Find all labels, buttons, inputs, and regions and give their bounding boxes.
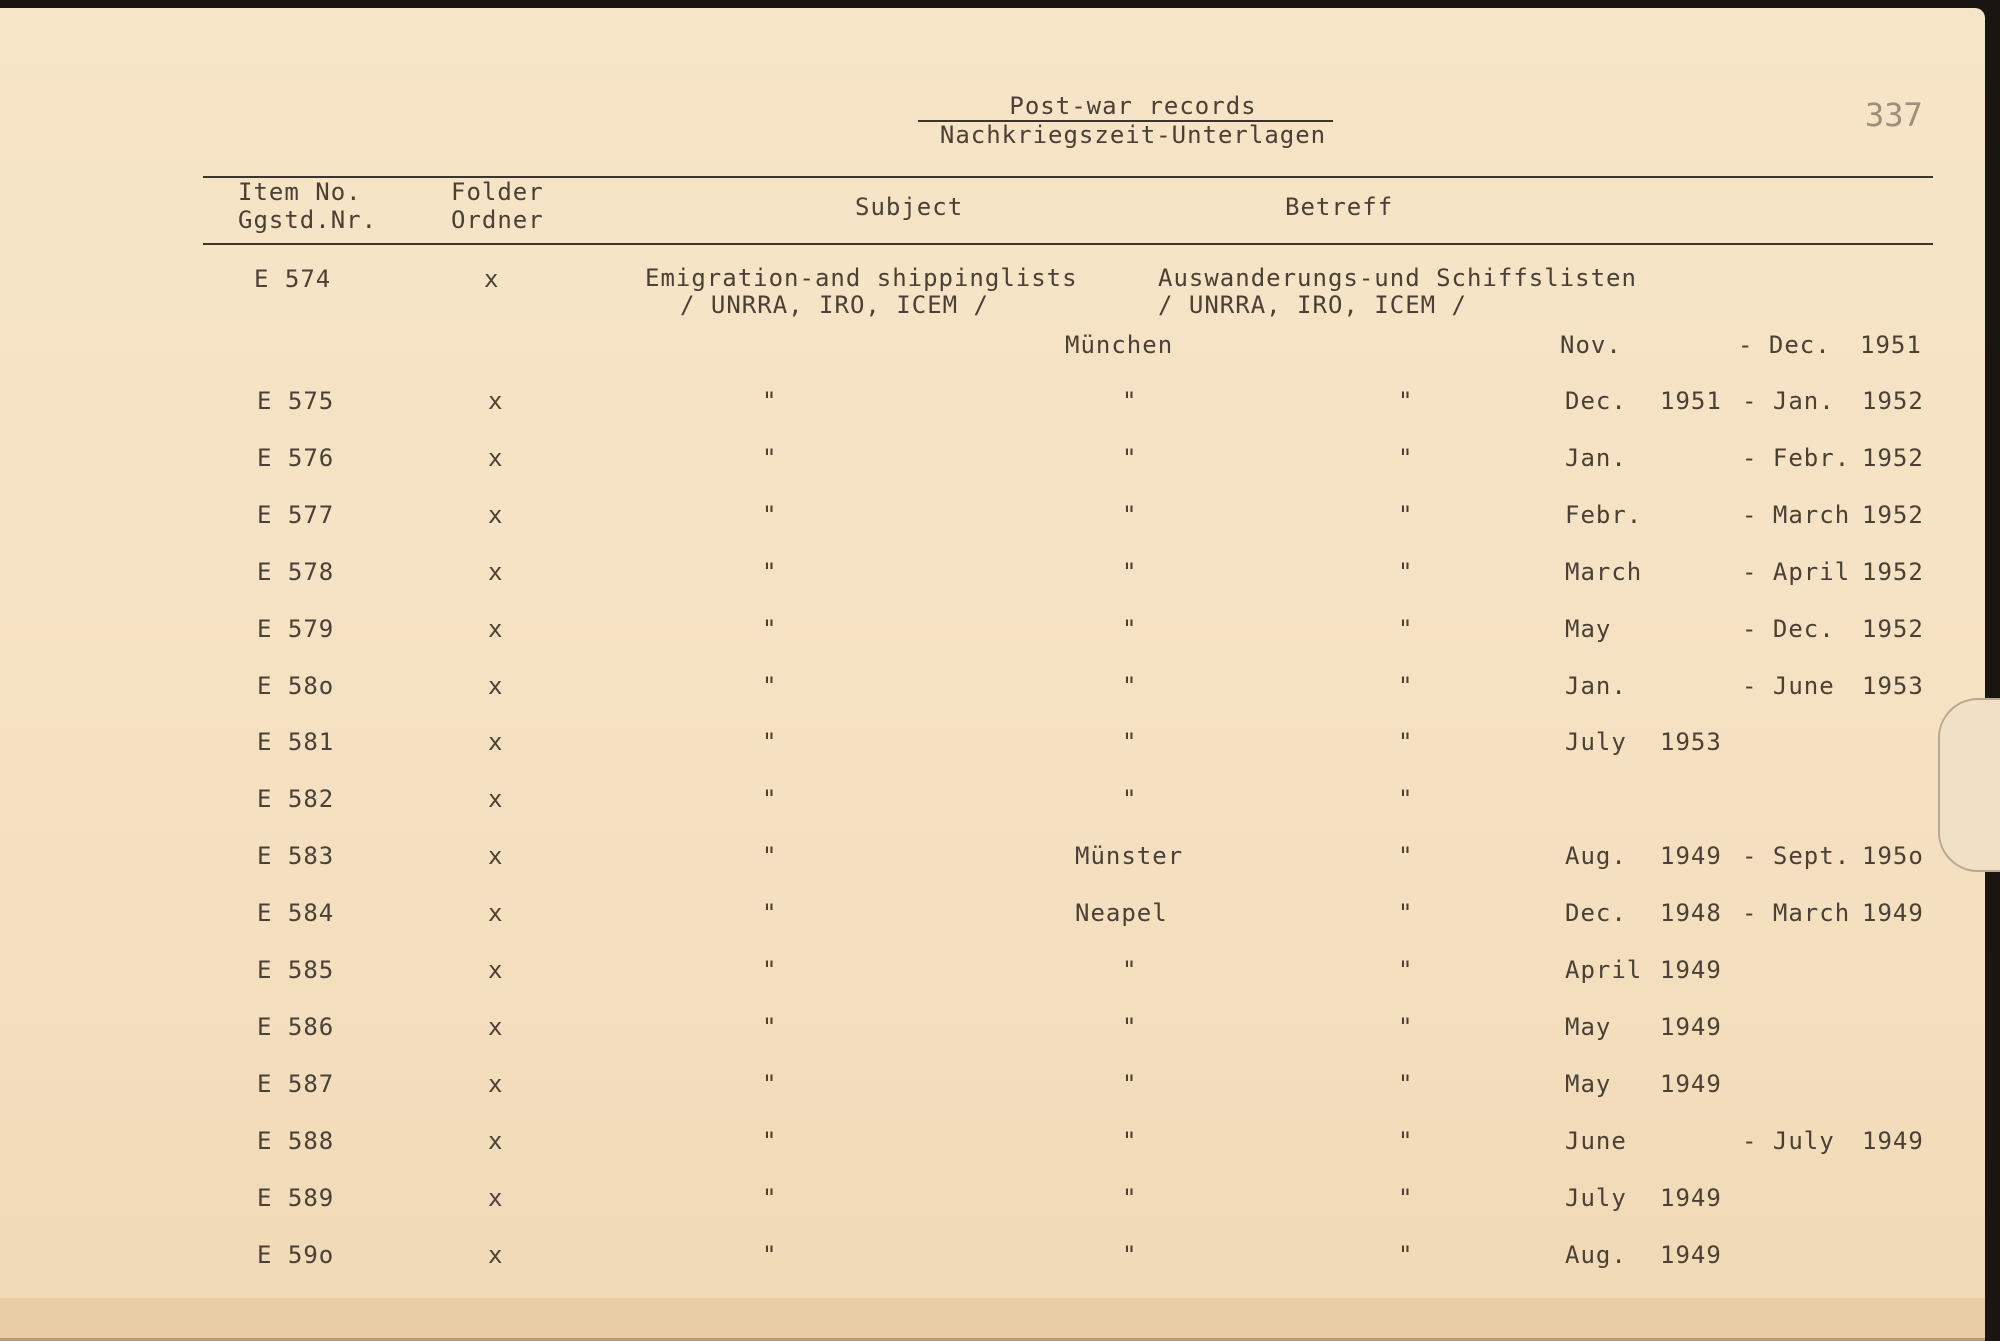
date-from-year: 1949 (1660, 842, 1722, 871)
date-from: July (1565, 728, 1627, 757)
table-row (0, 1013, 1985, 1053)
entry-place: " (1122, 671, 1138, 700)
col-header-item-no-de: Ggstd.Nr. (238, 206, 378, 234)
entry-folder-mark: x (488, 387, 504, 415)
date-to: - March (1742, 500, 1851, 529)
entry-item-e574: E 574 (254, 265, 332, 293)
table-row (0, 444, 1985, 484)
entry-folder-mark: x (488, 1126, 504, 1155)
entry-item: E 578 (257, 557, 335, 586)
date-from: Dec. (1565, 899, 1627, 928)
col-header-betreff: Betreff (1285, 193, 1394, 221)
ditto-subject-en: " (762, 387, 778, 415)
ditto-subject-de: " (1398, 842, 1414, 871)
table-row (0, 899, 1985, 939)
date-from: May (1565, 1069, 1612, 1098)
entry-folder-mark: x (488, 728, 504, 757)
ditto-subject-en: " (762, 500, 778, 529)
ditto-subject-de: " (1398, 1126, 1414, 1155)
ditto-subject-de: " (1398, 1183, 1414, 1212)
entry-item: E 581 (257, 728, 335, 757)
date-from: Jan. (1565, 671, 1627, 700)
date-from-year: 1949 (1660, 1183, 1722, 1212)
entry-item: E 579 (257, 614, 335, 643)
date-to-year: 1953 (1862, 671, 1924, 700)
table-row (0, 1184, 1985, 1224)
date-to: - Dec. (1742, 614, 1835, 643)
entry-folder-mark: x (488, 500, 504, 529)
ditto-subject-de: " (1398, 1012, 1414, 1041)
ditto-subject-de: " (1398, 899, 1414, 928)
ditto-subject-en: " (762, 557, 778, 586)
ditto-subject-de: " (1398, 387, 1414, 415)
entry-item: E 59o (257, 1240, 335, 1269)
ditto-subject-en: " (762, 1126, 778, 1155)
entry-item: E 577 (257, 500, 335, 529)
ditto-subject-en: " (762, 1183, 778, 1212)
entry-item: E 58o (257, 671, 335, 700)
date-to-year: 1952 (1862, 387, 1924, 415)
ditto-subject-en: " (762, 785, 778, 814)
entry-folder-mark: x (488, 1012, 504, 1041)
entry-item: E 587 (257, 1069, 335, 1098)
page-edge (0, 1298, 1985, 1341)
date-from: April (1565, 956, 1643, 984)
date-from: June (1565, 1126, 1627, 1155)
date-from-year: 1949 (1660, 1012, 1722, 1041)
ditto-subject-de: " (1398, 443, 1414, 472)
ditto-subject-en: " (762, 956, 778, 984)
page-number: 337 (1865, 96, 1923, 134)
date-from-year: 1951 (1660, 387, 1722, 415)
date-from: May (1565, 1012, 1612, 1041)
ditto-subject-de: " (1398, 1240, 1414, 1269)
table-row (0, 842, 1985, 882)
date-to-year: 1952 (1862, 614, 1924, 643)
entry-item: E 585 (257, 956, 335, 984)
entry-folder-mark: x (488, 1240, 504, 1269)
date-to: - Febr. (1742, 443, 1851, 472)
entry-place: " (1122, 1069, 1138, 1098)
entry-item: E 582 (257, 785, 335, 814)
date-to: - July (1742, 1126, 1835, 1155)
ditto-subject-de: " (1398, 557, 1414, 586)
date-to-year: 1952 (1862, 557, 1924, 586)
ditto-subject-de: " (1398, 500, 1414, 529)
subject-en-line2: / UNRRA, IRO, ICEM / (680, 291, 989, 319)
place-muenchen: München (1065, 331, 1174, 359)
date-to-year: 1952 (1862, 443, 1924, 472)
ditto-subject-de: " (1398, 671, 1414, 700)
ditto-subject-en: " (762, 842, 778, 871)
entry-item: E 589 (257, 1183, 335, 1212)
date-to-year: 1952 (1862, 500, 1924, 529)
entry-place: " (1122, 956, 1138, 984)
entry-place: " (1122, 785, 1138, 814)
entry-place: " (1122, 614, 1138, 643)
ditto-subject-de: " (1398, 728, 1414, 757)
table-row (0, 615, 1985, 655)
ditto-subject-de: " (1398, 956, 1414, 984)
date-from: Aug. (1565, 842, 1627, 871)
date-from: Jan. (1565, 443, 1627, 472)
date-to: - Jan. (1742, 387, 1835, 415)
date-from: March (1565, 557, 1643, 586)
entry-place: " (1122, 557, 1138, 586)
date-to-year: 195o (1862, 842, 1924, 871)
entry-folder-mark: x (488, 671, 504, 700)
entry-place: " (1122, 1240, 1138, 1269)
table-row (0, 1241, 1985, 1281)
ditto-subject-en: " (762, 899, 778, 928)
col-header-folder-de: Ordner (451, 206, 544, 234)
entry-item: E 586 (257, 1012, 335, 1041)
subject-de-line2: / UNRRA, IRO, ICEM / (1158, 291, 1467, 319)
ditto-subject-en: " (762, 614, 778, 643)
date-to: - March (1742, 899, 1851, 928)
date-from: Aug. (1565, 1240, 1627, 1269)
date-from-year: 1949 (1660, 1069, 1722, 1098)
date-from: Nov. (1560, 331, 1622, 359)
header-bottom-rule (203, 243, 1933, 245)
subject-en-line1: Emigration-and shippinglists (645, 264, 1078, 292)
date-to: - Sept. (1742, 842, 1851, 871)
entry-place: " (1122, 1183, 1138, 1212)
date-from-year: 1949 (1660, 956, 1722, 984)
entry-item: E 584 (257, 899, 335, 928)
entry-place: " (1122, 728, 1138, 757)
entry-folder-mark: x (488, 842, 504, 871)
date-from-year: 1948 (1660, 899, 1722, 928)
date-from-year: 1953 (1660, 728, 1722, 757)
col-header-item-no: Item No. (238, 178, 362, 206)
ditto-subject-en: " (762, 1069, 778, 1098)
entry-folder-mark: x (488, 614, 504, 643)
table-row (0, 387, 1985, 427)
title-en: Post-war records (1009, 92, 1257, 120)
date-from: Febr. (1565, 500, 1643, 529)
table-row (0, 672, 1985, 712)
date-to: - Dec. (1738, 331, 1831, 359)
table-row (0, 956, 1985, 996)
entry-folder-mark: x (488, 899, 504, 928)
entry-place: " (1122, 387, 1138, 415)
date-to-year: 1949 (1862, 1126, 1924, 1155)
entry-folder-mark: x (488, 1183, 504, 1212)
table-row (0, 558, 1985, 598)
ditto-subject-de: " (1398, 1069, 1414, 1098)
ditto-subject-en: " (762, 1240, 778, 1269)
date-to-year: 1949 (1862, 899, 1924, 928)
date-from: Dec. (1565, 387, 1627, 415)
entry-folder-mark: x (488, 956, 504, 984)
ditto-subject-de: " (1398, 785, 1414, 814)
table-row (0, 1127, 1985, 1167)
entry-place: " (1122, 443, 1138, 472)
subject-de-line1: Auswanderungs-und Schiffslisten (1158, 264, 1637, 292)
entry-folder-mark: x (488, 1069, 504, 1098)
ditto-subject-en: " (762, 728, 778, 757)
date-to-year: 1951 (1860, 331, 1922, 359)
entry-item: E 576 (257, 443, 335, 472)
table-row (0, 501, 1985, 541)
entry-folder-mark: x (484, 265, 500, 293)
date-from-year: 1949 (1660, 1240, 1722, 1269)
ditto-subject-en: " (762, 671, 778, 700)
date-from: July (1565, 1183, 1627, 1212)
entry-item: E 583 (257, 842, 335, 871)
date-to: - June (1742, 671, 1835, 700)
entry-folder-mark: x (488, 785, 504, 814)
date-from: May (1565, 614, 1612, 643)
document-page (0, 8, 1985, 1320)
table-row (0, 1070, 1985, 1110)
title-de: Nachkriegszeit-Unterlagen (939, 121, 1327, 149)
col-header-folder: Folder (451, 178, 544, 206)
ditto-subject-de: " (1398, 614, 1414, 643)
entry-place: Neapel (1075, 899, 1168, 928)
table-row (0, 785, 1985, 825)
ditto-subject-en: " (762, 1012, 778, 1041)
entry-place: Münster (1075, 842, 1184, 871)
entry-folder-mark: x (488, 557, 504, 586)
ditto-subject-en: " (762, 443, 778, 472)
entry-place: " (1122, 1012, 1138, 1041)
table-row (0, 728, 1985, 768)
entry-place: " (1122, 1126, 1138, 1155)
entry-item: E 588 (257, 1126, 335, 1155)
entry-item: E 575 (257, 387, 335, 415)
date-to: - April (1742, 557, 1851, 586)
col-header-subject: Subject (855, 193, 964, 221)
entry-place: " (1122, 500, 1138, 529)
entry-folder-mark: x (488, 443, 504, 472)
